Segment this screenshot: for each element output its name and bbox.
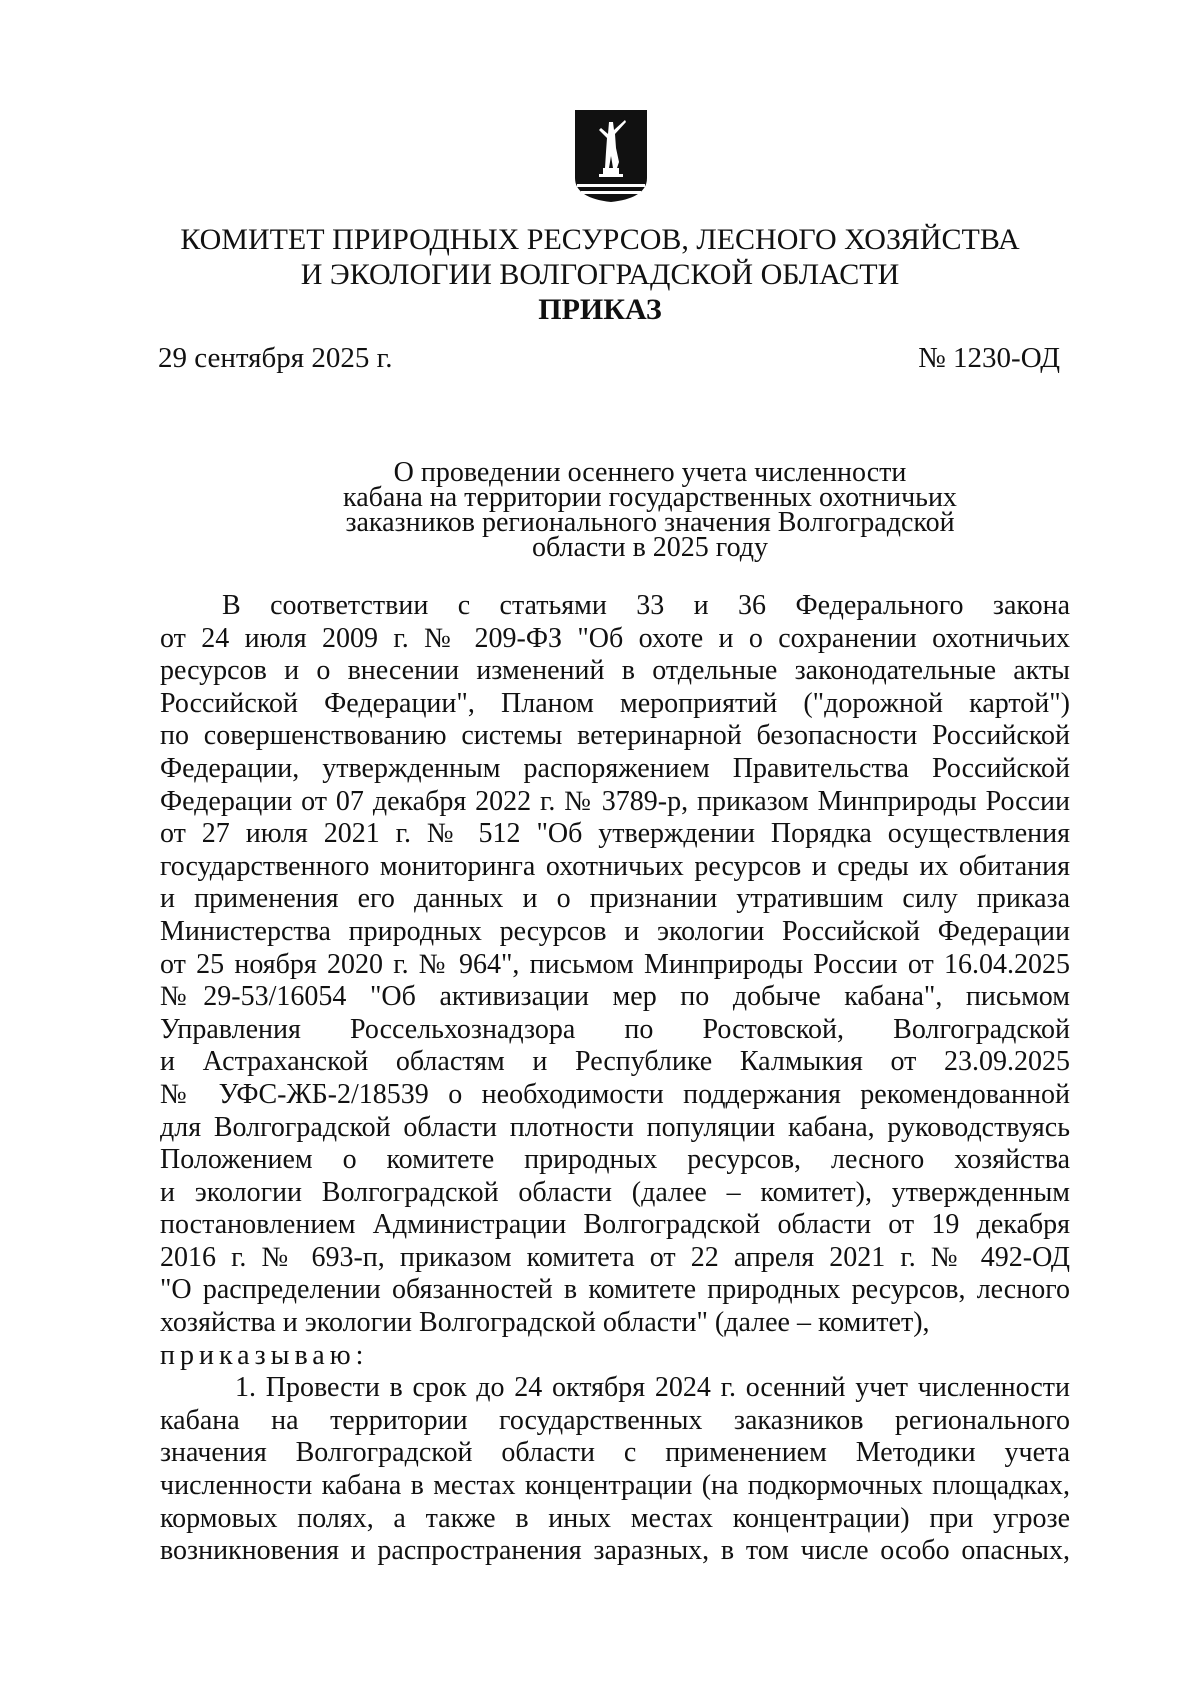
preamble-line: В соответствии с статьями 33 и 36 Федерального закона <box>222 590 1070 621</box>
preamble-line: ресурсов и о внесении изменений в отдельные законодательные акты <box>160 655 1070 687</box>
item1-line: численности кабана в местах концентрации (на подкормочных площадках, <box>160 1470 1070 1502</box>
committee-name-line-2: И ЭКОЛОГИИ ВОЛГОГРАДСКОЙ ОБЛАСТИ <box>300 258 900 291</box>
subject-line: заказников регионального значения Волгоградской <box>345 507 955 538</box>
preamble-line: и экологии Волгоградской области (далее – комитет), утвержденным <box>160 1176 1070 1208</box>
document-date: 29 сентября 2025 г. <box>158 342 393 374</box>
preamble-line: от 24 июля 2009 г. № 209-ФЗ "Об охоте и о сохранении охотничьих <box>160 622 1070 654</box>
subject-line: области в 2025 году <box>531 532 769 563</box>
document-body <box>160 590 1070 1568</box>
preamble-line: от 25 ноября 2020 г. № 964", письмом Минприроды России от 16.04.2025 <box>160 948 1070 980</box>
preamble-line: по совершенствованию системы ветеринарной безопасности Российской <box>160 720 1070 752</box>
item1-line: кормовых полях, а также в иных местах концентрации) при угрозе <box>160 1502 1070 1534</box>
preamble-line: постановлением Администрации Волгоградской области от 19 декабря <box>160 1209 1070 1241</box>
preamble-line: Управления Россельхознадзора по Ростовской, Волгоградской <box>160 1013 1070 1045</box>
document-number: № 1230-ОД <box>918 342 1060 374</box>
item1-line: возникновения и распространения заразных, в том числе особо опасных, <box>160 1535 1070 1567</box>
preamble-line: Положением о комитете природных ресурсов, лесного хозяйства <box>160 1144 1070 1176</box>
item1-line: 1. Провести в срок до 24 октября 2024 г. осенний учет численности <box>235 1372 1070 1404</box>
committee-name-line-1: КОМИТЕТ ПРИРОДНЫХ РЕСУРСОВ, ЛЕСНОГО ХОЗЯЙСТВА <box>180 223 1020 256</box>
preamble-line: "О распределении обязанностей в комитете природных ресурсов, лесного <box>160 1274 1070 1306</box>
subject-line: О проведении осеннего учета численности <box>393 457 907 488</box>
preamble-line: Министерства природных ресурсов и экологии Российской Федерации <box>160 915 1070 947</box>
preamble-line: №29-53/16054 "Об активизации мер по добыче кабана", письмом <box>160 981 1070 1013</box>
preamble-line: от 27 июля 2021 г. № 512 "Об утверждении Порядка осуществления <box>160 818 1070 850</box>
preamble-line: 2016 г. № 693-п, приказом комитета от 22 апреля 2021 г. № 492-ОД <box>160 1241 1070 1273</box>
order-word: приказываю: <box>160 1339 369 1371</box>
preamble-line: для Волгоградской области плотности популяции кабана, руководствуясь <box>160 1111 1070 1143</box>
volgograd-coat-of-arms-icon <box>573 108 649 204</box>
item1-line: значения Волгоградской области с применением Методики учета <box>160 1437 1070 1469</box>
preamble-line: № УФС-ЖБ-2/18539 о необходимости поддержания рекомендованной <box>160 1078 1070 1110</box>
preamble-line: и Астраханской областям и Республике Калмыкия от 23.09.2025 <box>160 1046 1070 1078</box>
preamble-line: Федерации, утвержденным распоряжением Правительства Российской <box>160 752 1070 784</box>
preamble-line: хозяйства и экологии Волгоградской области" (далее – комитет), <box>160 1307 930 1339</box>
subject-line: кабана на территории государственных охотничьих <box>343 482 957 513</box>
document-subject <box>330 457 970 563</box>
preamble-line: Федерации от 07 декабря 2022 г. № 3789-р, приказом Минприроды России <box>160 785 1070 817</box>
item1-line: кабана на территории государственных заказников регионального <box>160 1404 1070 1436</box>
preamble-line: и применения его данных и о признании утратившим силу приказа <box>160 883 1070 915</box>
preamble-line: государственного мониторинга охотничьих ресурсов и среды их обитания <box>160 850 1070 882</box>
preamble-line: Российской Федерации", Планом мероприятий ("дорожной картой") <box>160 687 1070 719</box>
document-type-title: ПРИКАЗ <box>538 293 662 326</box>
